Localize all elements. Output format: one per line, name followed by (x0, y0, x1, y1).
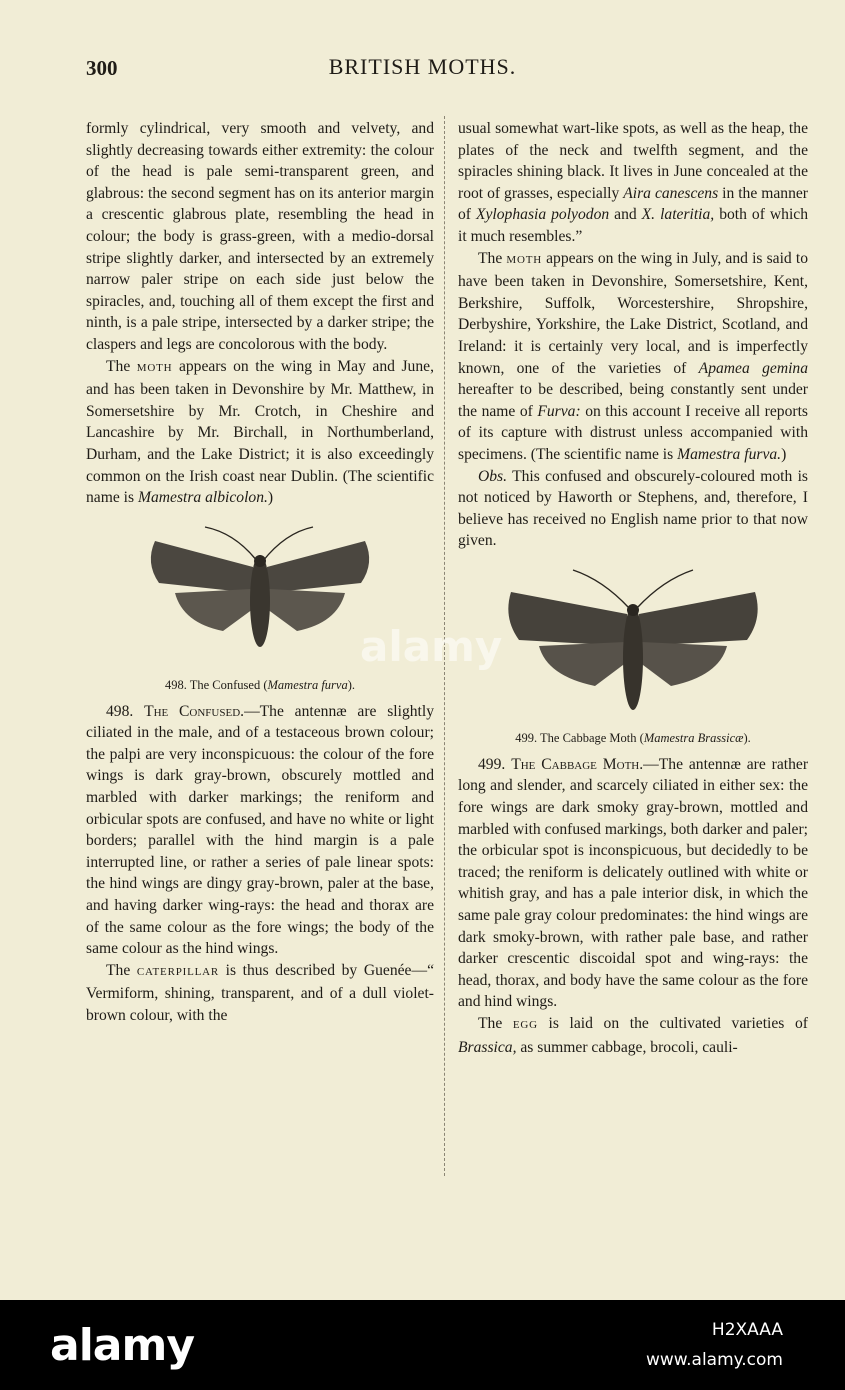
paragraph: 499. The Cabbage Moth.—The antennæ are rather long and slender, and scarcely ciliated in either sex: the fore wings are dark smoky gray-brown, mottled and marbled with confused markings, both darker and paler; the orbicular spot is inconspicuous, but decidedly to be traced; the reniform is delicately outlined with white or whitish gray, and has a pale interior disk, in which the same pale gray colour predominates: the hind wings are dark smoky-brown, with rather pale base, and rather darker crescentic discoidal spot and wing-rays: the head, thorax, and body have the same colour as the fore and hind wings. (458, 755, 809, 1011)
site-url: www.alamy.com (645, 1350, 783, 1370)
figure-caption: 498. The Confused (Mamestra furva). (164, 677, 356, 692)
paragraph: Obs. This confused and obscurely-coloured moth is not noticed by Haworth or Stephens, and, therefore, I believe has received no English name prior to that now given. (458, 467, 808, 550)
alamy-logo: alamy (50, 1320, 194, 1371)
figure-499 (458, 566, 808, 746)
paragraph: usual somewhat wart-like spots, as well as the heap, the plates of the neck and twelfth segment, and the spiracles shining black. It lives in June concealed at the root of grasses, especially Aira canescens in the manner of Xylophasia polyodon and X. lateritia, both of which it much resembles.” (458, 120, 808, 245)
paragraph: formly cylindrical, very smooth and velvety, and slightly decreasing towards either extremity: the colour of the head is pale semi-transparent green, and glabrous: the second segment has on its anterior margin a crescentic glabrous plate, resembling the head in colour; the body is grass-green, with a medio-dorsal stripe slightly darker, and intersected by an extremely narrow paler stripe on each side just below the spiracles, and, touching all of them except the first and ninth, is a pale stripe, intersected by a darker stripe; the claspers and legs are concolorous with the body. (86, 120, 434, 353)
left-column (86, 118, 434, 1027)
page-title: BRITISH MOTHS. (328, 54, 517, 79)
right-column (458, 118, 808, 1058)
paragraph: 498. The Confused.—The antennæ are slightly ciliated in the male, and of a testaceous brown colour; the palpi are very inconspicuous: the colour of the fore wings is dark gray-brown, obscurely mottled and marbled with darker markings; the reniform and orbicular spots are confused, and have no white or light borders; parallel with the hind margin is a pale interrupted line, or rather a series of pale linear spots: the hind wings are dingy gray-brown, paler at the base, and having darker wing-rays: the head and thorax are of the same colour as the fore wings; the body of the same colour as the hind wings. (86, 702, 435, 958)
paragraph: The MOTH appears on the wing in July, and is said to have been taken in Devonshire, Somersetshire, Kent, Berkshire, Suffolk, Worcestershire, Shropshire, Derbyshire, Yorkshire, the Lake District, Scotland, and Ireland: it is certainly very local, and is imperfectly known, one of the varieties of Apamea gemina hereafter to be described, being constantly sent under the name of Furva: on this account I receive all reports of its capture with distrust unless accompanied with specimens. (The scientific name is Mamestra furva.) (458, 249, 809, 463)
figure-caption: 499. The Cabbage Moth (Mamestra Brassicæ). (515, 730, 751, 745)
watermark: alamy (360, 622, 503, 671)
cabbage-moth-illustration (503, 566, 763, 716)
stock-footer-bar (0, 1300, 845, 1390)
paragraph: The CATERPILLAR is thus described by Guenée—“ Vermiform, shining, transparent, and of a dull violet-brown colour, with the (86, 961, 434, 1024)
paragraph: The EGG is laid on the cultivated varieties of Brassica, as summer cabbage, brocoli, cauli- (458, 1015, 808, 1056)
confused-moth-illustration (145, 523, 375, 663)
image-id: H2XAAA (711, 1320, 783, 1340)
page-number: 300 (86, 56, 118, 80)
paragraph: The MOTH appears on the wing in May and June, and has been taken in Devonshire by Mr. Matthew, in Somersetshire by Mr. Crotch, in Cheshire and Lancashire by Mr. Birchall, in Northumberland, Durham, and the Lake District; it is also exceedingly common on the Irish coast near Dublin. (The scientific name is Mamestra albicolon.) (86, 357, 434, 507)
